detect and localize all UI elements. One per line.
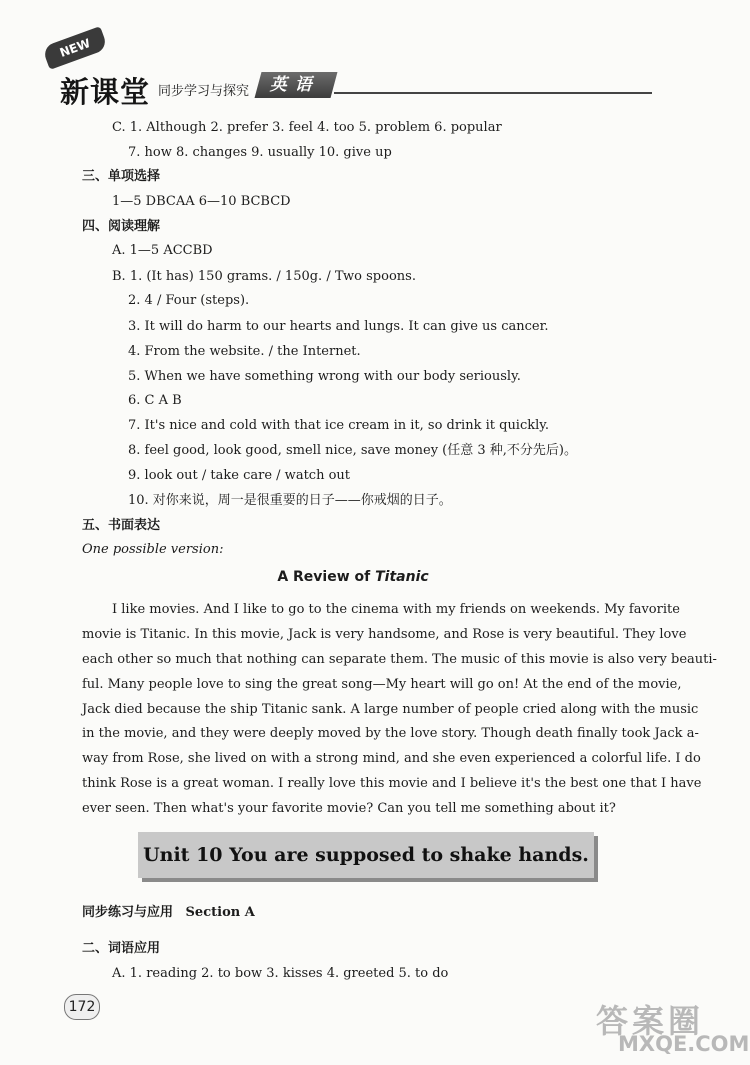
essay-line-7: way from Rose, she lived on with a strong mind, and she even experienced a colorful life. I do [82,751,701,766]
section-a-label: Section A [185,905,255,920]
answer-line-b4: 4. From the website. / the Internet. [128,344,361,359]
watermark [560,990,750,1060]
answer-line-c1: C. 1. Although 2. prefer 3. feel 4. too 5. problem 6. popular [112,120,502,135]
essay-line-1: I like movies. And I like to go to the cinema with my friends on weekends. My favorite [112,602,680,617]
page-header [0,0,750,110]
answer-line-b3: 3. It will do harm to our hearts and lungs. It can give us cancer. [128,319,549,334]
section-heading-5: 五、书面表达 [82,518,161,533]
section-heading-4: 四、阅读理解 [82,219,161,234]
essay-line-8: think Rose is a great woman. I really love this movie and I believe it's the best one that I have [82,776,702,791]
answer-line-mc: 1—5 DBCAA 6—10 BCBCD [112,194,291,209]
answer-line-b10: 10. 对你来说，周一是很重要的日子——你戒烟的日子。 [128,493,452,508]
unit-banner-title: Unit 10 You are supposed to shake hands. [143,844,589,866]
page-number: 172 [64,994,100,1020]
essay-line-6: in the movie, and they were deeply moved by the love story. Though death finally took Jack a- [82,726,699,741]
sync-practice-heading [82,905,255,921]
answer-line-b2: 2. 4 / Four (steps). [128,293,250,308]
watermark-cn: 答案圈 [596,1002,705,1040]
header-rule [334,92,652,94]
essay-line-9: ever seen. Then what's your favorite movie? Can you tell me something about it? [82,801,616,816]
essay-line-4: ful. Many people love to sing the great song—My heart will go on! At the end of the movie, [82,677,682,692]
answer-line-c2: 7. how 8. changes 9. usually 10. give up [128,145,392,160]
answer-line-b1: B. 1. (It has) 150 grams. / 150g. / Two spoons. [112,269,416,284]
essay-title-movie: Titanic [375,569,429,585]
sync-practice-label: 同步练习与应用 [82,905,174,920]
answer-line-b7: 7. It's nice and cold with that ice cream in it, so drink it quickly. [128,418,550,433]
subject-label: 英语 [255,72,338,98]
section-heading-2: 二、词语应用 [82,941,161,956]
watermark-en: MXQE.COM [618,1032,750,1056]
answer-line-b6: 6. C A B [128,393,182,408]
answer-line-a: A. 1—5 ACCBD [112,243,213,258]
essay-line-2: movie is Titanic. In this movie, Jack is very handsome, and Rose is very beautiful. They love [82,627,687,642]
answer-line-b8: 8. feel good, look good, smell nice, save money (任意 3 种,不分先后)。 [128,443,577,458]
essay-title [82,569,624,585]
brand-title: 新课堂 [60,75,151,109]
answer-line-section2: A. 1. reading 2. to bow 3. kisses 4. greeted 5. to do [112,966,449,981]
essay-line-5: Jack died because the ship Titanic sank. A large number of people cried along with the music [82,702,699,717]
essay-line-3: each other so much that nothing can separate them. The music of this movie is also very beauti- [82,652,717,667]
section-heading-3: 三、单项选择 [82,169,161,184]
answer-line-b5: 5. When we have something wrong with our body seriously. [128,369,521,384]
new-badge: NEW [42,26,108,70]
answer-line-b9: 9. look out / take care / watch out [128,468,350,483]
possible-version-label: One possible version: [82,542,224,557]
brand-subtitle: 同步学习与探究 [158,84,250,99]
essay-title-prefix: A Review of [277,569,376,585]
